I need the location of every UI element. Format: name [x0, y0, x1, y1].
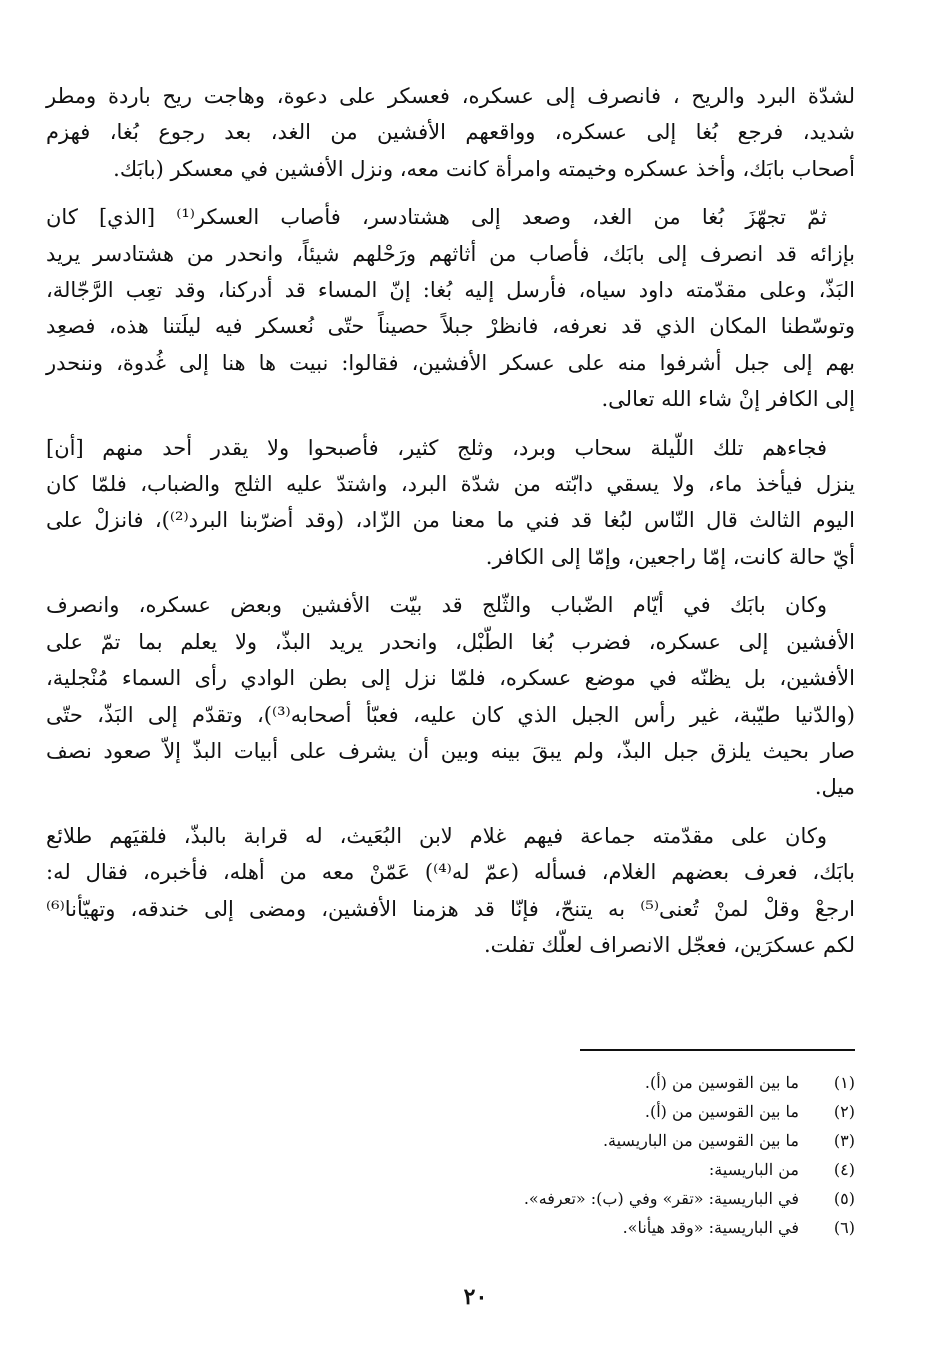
footnote-text: في الباريسية: «وقد هيأنا».	[622, 1218, 799, 1237]
paragraph-5	[46, 818, 855, 964]
text-line: اليوم الثالث قال النّاس لبُغا قد فني ما معنا من الزّاد، (وقد أضرّبنا البرد⁽²⁾)، فانزلْ على	[46, 508, 855, 533]
footnote-divider	[580, 1049, 855, 1051]
footnote-text: ما بين القوسين من (أ).	[644, 1102, 799, 1121]
footnote-text: ما بين القوسين من (أ).	[644, 1073, 799, 1092]
text-line: وكان بابَك في أيّام الضّباب والثّلج قد بيّت الأفشين وبعض عسكره، وانصرف	[46, 593, 827, 618]
text-line: وكان على مقدّمته جماعة فيهم غلام لابن البُعَيث، له قرابة بالبذّ، فلقيَهم طلائع	[46, 823, 827, 848]
text-line: بهم إلى جبل أشرفوا منه على عسكر الأفشين، فقالوا: نبيت ها هنا إلى غُدوة، وننحدر	[46, 350, 855, 375]
footnote-text: ما بين القوسين من الباريسية.	[602, 1131, 799, 1150]
footnote-number: (٣)	[833, 1131, 855, 1150]
text-line: ميل.	[814, 775, 855, 800]
footnote-number: (٢)	[833, 1102, 855, 1121]
text-line: أصحاب بابَك، وأخذ عسكره وخيمته وامرأة كانت معه، ونزل الأفشين في معسكر (بابَك.	[113, 156, 855, 181]
paragraph-4	[46, 587, 855, 805]
footnote-number: (٤)	[833, 1160, 855, 1179]
text-line: فجاءهم تلك اللّيلة سحاب وبرد، وثلج كثير، فأصبحوا ولا يقدر أحد منهم [أن]	[46, 435, 827, 460]
text-line: ارجعْ وقلْ لمنْ تُعنى⁽⁵⁾ به يتنحّ، فإنّا قد هزمنا الأفشين، ومضى إلى خندقه، وتهيّأنا⁽⁶⁾	[46, 896, 855, 921]
footnote	[295, 1155, 855, 1184]
footnote	[295, 1184, 855, 1213]
body-text	[46, 78, 855, 963]
text-line: صار بحيث يلزق جبل البذّ، ولم يبقَ بينه وبين أن يشرف على أبيات البذّ إلاّ صعود نصف	[46, 738, 855, 763]
footnote-number: (٦)	[833, 1218, 855, 1237]
text-line: (والدّنيا طيّبة، غير رأس الجبل الذي كان عليه، فعبّأ أصحابه⁽³⁾)، وتقدّم إلى البَذّ، حتّى	[46, 702, 855, 727]
paragraph-1	[46, 78, 855, 187]
paragraph-3	[46, 430, 855, 576]
paragraph-2	[46, 199, 855, 417]
footnote	[295, 1097, 855, 1126]
text-line: لكم عسكرَين، فعجّل الانصراف لعلّك تفلت.	[484, 932, 855, 957]
text-line: ثمّ تجهّزَ بُغا من الغد، وصعد إلى هشتادسر، فأصاب العسكر⁽¹⁾ [الذي] كان	[46, 205, 827, 230]
text-line: البَذّ، وعلى مقدّمته داود سياه، فأرسل إليه بُغا: إنّ المساء قد أدركنا، وقد تعِب الرَّجّالة،	[46, 278, 855, 303]
footnote-text: في الباريسية: «تقر» وفي (ب): «تعرفه».	[523, 1189, 799, 1208]
text-line: إلى الكافر إنْ شاء الله تعالى.	[601, 387, 855, 412]
text-line: وتوسّطنا المكان الذي قد نعرفه، فانظرْ جبلاً حصيناً حتّى نُعسكر فيه ليلَتنا هذه، فصعِد	[46, 314, 855, 339]
footnote-number: (٥)	[833, 1189, 855, 1208]
footnote	[295, 1213, 855, 1242]
text-line: بابَك، فعرف بعضهم الغلام، فسأله (عمّ له⁽⁴⁾) عَمّنْ معه من أهله، فأخبره، فقال له:	[46, 860, 855, 885]
text-line: بإزائه قد انصرف إلى بابَك، فأصاب من أثاثهم ورَحْلهم شيئاً، وانحدر من هشتادسر يريد	[46, 241, 855, 266]
footnote-text: من الباريسية:	[708, 1160, 799, 1179]
text-line: شديد، فرجع بُغا إلى عسكره، وواقعهم الأفشين من الغد، بعد رجوع بُغا، فهزم	[46, 120, 855, 145]
footnotes	[295, 1068, 855, 1242]
text-line: لشدّة البرد والريح ، فانصرف إلى عسكره، فعسكر على دعوة، وهاجت ريح باردة ومطر	[46, 84, 855, 108]
text-line: ينزل فيأخذ ماء، ولا يسقي دابّته من شدّة البرد، واشتدّ عليه الثلج والضباب، فلمّا كان	[46, 472, 855, 497]
text-line: الأفشين، بل يظنّه في موضع عسكره، فلمّا نزل إلى بطن الوادي رأى السماء مُنْجلية،	[46, 666, 855, 691]
text-line: أيّ حالة كانت، إمّا راجعين، وإمّا إلى الكافر.	[485, 544, 855, 569]
footnote	[295, 1068, 855, 1097]
text-line: الأفشين إلى عسكره، فضرب بُغا الطّبْل، وانحدر يريد البذّ، ولا يعلم بما تمّ على	[46, 629, 855, 654]
page-number: ٢٠	[463, 1284, 488, 1310]
footnote-number: (١)	[833, 1073, 855, 1092]
footnote	[295, 1126, 855, 1155]
